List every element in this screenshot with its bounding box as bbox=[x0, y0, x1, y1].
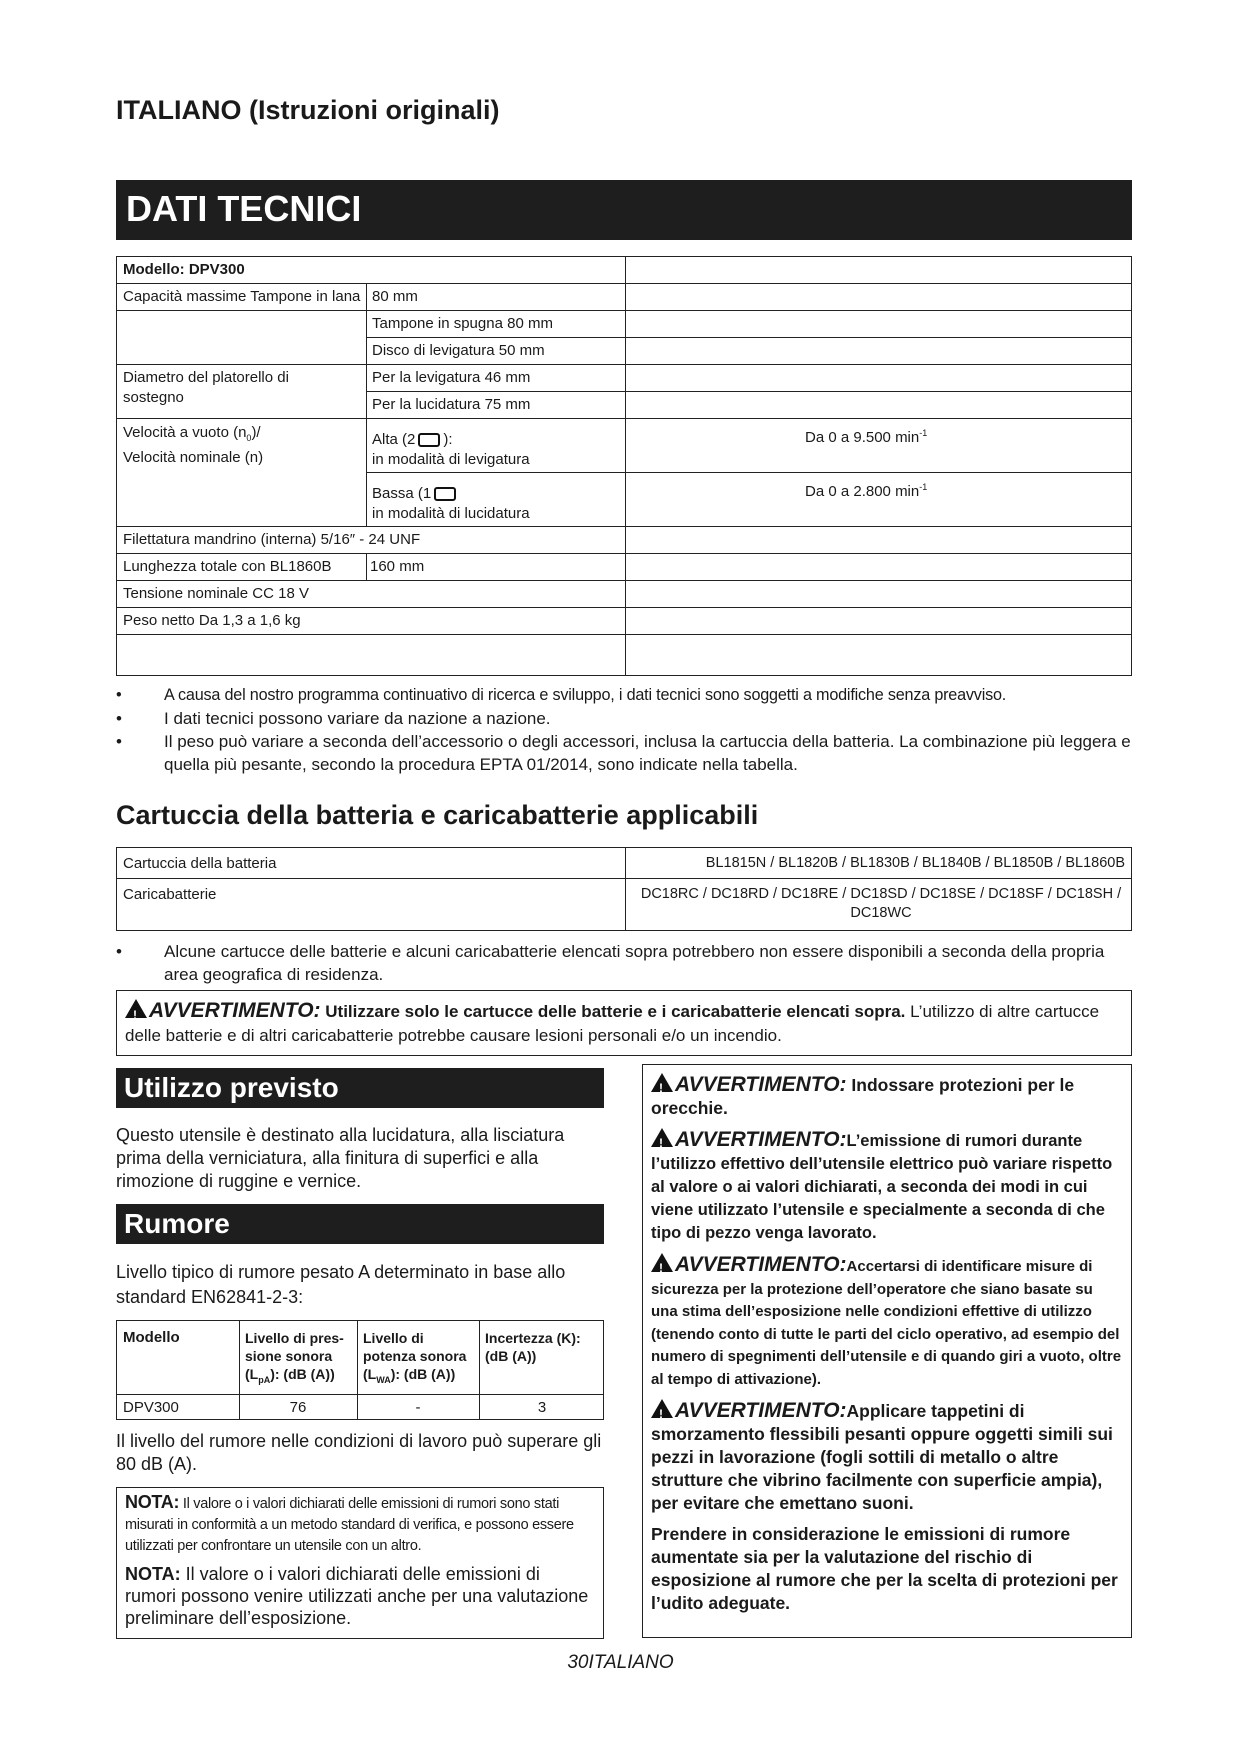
warning-1: !AVVERTIMENTO: Indossare protezioni per le orecchie. bbox=[651, 1073, 1123, 1120]
net-weight: Peso netto Da 1,3 a 1,6 kg bbox=[123, 612, 301, 629]
intended-use-text: Questo utensile è destinato alla lucidatura, alla lisciatura prima della verniciatura, alla finitura di superfici e alla rimozione di ruggine e vernice. bbox=[116, 1125, 565, 1191]
capacity-sponge: Tampone in spugna 80 mm bbox=[372, 315, 553, 332]
capacity-wool-value: 80 mm bbox=[372, 288, 418, 305]
speed-low-value: Da 0 a 2.800 $\min^{-1}$ bbox=[805, 482, 928, 500]
spec-row-line bbox=[366, 337, 1131, 338]
warning-icon bbox=[651, 1073, 673, 1092]
overall-length-label: Lunghezza totale con BL1860B bbox=[123, 558, 332, 575]
spec-column-divider bbox=[625, 257, 626, 675]
spec-row-line bbox=[117, 607, 1131, 608]
sanding-mode-icon bbox=[418, 433, 440, 447]
note-1: NOTA: Il valore o i valori dichiarati delle emissioni di rumori sono stati misurati in conformità a un metodo standard di verifica, e possono essere utilizzati per confrontare un utensile con un altro. bbox=[125, 1492, 574, 1554]
capacity-disc: Disco di levigatura 50 mm bbox=[372, 342, 545, 359]
pad-diameter-label: Diametro del platorello di sostegno bbox=[123, 369, 289, 406]
battery-models: BL1815N / BL1820B / BL1830B / BL1840B / BL1850B / BL1860B bbox=[705, 855, 1125, 871]
pad-diameter-sanding: Per la levigatura 46 mm bbox=[372, 369, 531, 386]
polishing-mode-icon bbox=[434, 487, 456, 501]
warning-icon bbox=[651, 1128, 673, 1147]
noise-header-model: Modello bbox=[123, 1329, 180, 1346]
battery-heading: Cartuccia della batteria e caricabatterie applicabili bbox=[116, 800, 759, 830]
noise-after-text: Il livello del rumore nelle condizioni di lavoro può superare gli 80 dB (A). bbox=[116, 1431, 602, 1474]
list-item: • Alcune cartucce delle batterie e alcuni caricabatterie elencati sopra potrebbero non essere disponibili a seconda della propria area geografica di residenza. bbox=[116, 940, 1136, 986]
noise-intro: Livello tipico di rumore pesato A determinato in base allo standard EN62841-2-3: bbox=[116, 1262, 566, 1307]
charger-models: DC18RC / DC18RD / DC18RE / DC18SD / DC18SE / DC18SF / DC18SH / DC18WC bbox=[640, 886, 1122, 921]
speed-low-label: Bassa (1 in modalità di lucidatura bbox=[372, 485, 530, 522]
warning-icon bbox=[651, 1253, 673, 1272]
spec-notes bbox=[116, 684, 1136, 776]
noise-header-lpa: Livello di pres- sione sonora $(L_{pA})$: (dB (A)) bbox=[245, 1330, 344, 1385]
pad-diameter-polishing: Per la lucidatura 75 mm bbox=[372, 396, 531, 413]
spec-table bbox=[116, 256, 1132, 676]
battery-row-line bbox=[117, 878, 1131, 879]
spec-row-line bbox=[117, 580, 1131, 581]
model-label: Modello: DPV300 bbox=[123, 261, 245, 278]
warning-3: !AVVERTIMENTO:Accertarsi di identificare misure di sicurezza per la protezione dell’operatore che siano basate su una stima dell’esposizione nelle condizioni effettive di utilizzo (tenendo conto di tutte le parti del ciclo operativo, ad esempio del numero di spegnimenti dell’utensile e di quando giri a vuoto, oltre al tempo di attivazione). bbox=[651, 1253, 1123, 1391]
battery-table bbox=[116, 847, 1132, 931]
noise-header-k: Incertezza (K): (dB (A)) bbox=[485, 1330, 581, 1364]
language-title: ITALIANO (Istruzioni originali) bbox=[116, 95, 500, 125]
list-item: • I dati tecnici possono variare da nazione a nazione. bbox=[116, 707, 1136, 730]
spec-row-line bbox=[117, 310, 1131, 311]
spec-row-line bbox=[117, 283, 1131, 284]
speed-high-label: Alta (2 ): in modalità di levigatura bbox=[372, 431, 530, 468]
speed-high-value: Da 0 a 9.500 $\min^{-1}$ bbox=[805, 428, 928, 446]
battery-warning: !AVVERTIMENTO: Utilizzare solo le cartucce delle batterie e i caricabatterie elencati sopra. L’utilizzo di altre cartucce delle batterie e di altri caricabatterie potrebbe causare lesioni personali e/o un incendio. bbox=[116, 990, 1132, 1056]
noise-final-note: Prendere in considerazione le emissioni di rumore aumentate sia per la valutazione del rischio di esposizione al rumore che per la scelta di protezioni per l’udito adeguate. bbox=[651, 1524, 1118, 1613]
spec-row-line bbox=[117, 364, 1131, 365]
battery-notes bbox=[116, 940, 1136, 986]
warning-icon bbox=[651, 1399, 673, 1418]
spindle-thread: Filettatura mandrino (interna) 5/16″ - 24 UNF bbox=[123, 531, 421, 548]
section-title-rumore: Rumore bbox=[116, 1204, 604, 1244]
spec-sub-divider bbox=[366, 283, 367, 526]
overall-length-value: 160 mm bbox=[370, 558, 425, 575]
spec-row-line bbox=[117, 526, 1131, 527]
note-2: NOTA: Il valore o i valori dichiarati delle emissioni di rumori possono venire utilizzati anche per una valutazione preliminare dell’esposizione. bbox=[125, 1564, 589, 1628]
capacity-label: Capacità massime Tampone in lana bbox=[123, 288, 361, 305]
spec-row-line bbox=[117, 553, 1131, 554]
list-item: • A causa del nostro programma continuativo di ricerca e sviluppo, i dati tecnici sono soggetti a modifiche senza preavviso. bbox=[116, 684, 1136, 707]
noise-row-lwa: - bbox=[415, 1399, 421, 1416]
spec-row-line bbox=[117, 418, 1131, 419]
spec-sub-divider bbox=[366, 553, 367, 580]
warning-4: !AVVERTIMENTO:Applicare tappetini di smorzamento flessibili pesanti oppure oggetti simili sui pezzi in lavorazione (fogli sottili di metallo o altre strutture che vibrino facilmente con superficie ampia), per evitare che emettano suoni. bbox=[651, 1399, 1123, 1515]
noise-row-line bbox=[117, 1394, 603, 1395]
section-banner-dati-tecnici: DATI TECNICI bbox=[116, 180, 1132, 240]
noise-table bbox=[116, 1320, 604, 1420]
page-footer: 30ITALIANO bbox=[567, 1652, 674, 1673]
spec-row-line bbox=[366, 391, 1131, 392]
spec-row-line bbox=[117, 634, 1131, 635]
noise-warnings bbox=[642, 1064, 1132, 1638]
warning-2: !AVVERTIMENTO:L’emissione di rumori durante l’utilizzo effettivo dell’utensile elettrico può variare rispetto al valore o ai valori dichiarati, a seconda dei modi in cui viene utilizzato l’utensile e specialmente a seconda di che tipo di pezzo venga lavorato. bbox=[651, 1128, 1123, 1245]
noise-row-model: DPV300 bbox=[123, 1399, 179, 1416]
charger-label: Caricabatterie bbox=[123, 886, 217, 903]
rated-voltage: Tensione nominale CC 18 V bbox=[123, 585, 309, 602]
list-item: • Il peso può variare a seconda dell’accessorio o degli accessori, inclusa la cartuccia della batteria. La combinazione più leggera e quella più pesante, secondo la procedura EPTA 01/2014, sono indicate nella tabella. bbox=[116, 730, 1136, 776]
noise-header-lwa: Livello di potenza sonora $(L_{WA})$: (dB (A)) bbox=[363, 1330, 467, 1385]
noise-notes bbox=[116, 1487, 604, 1639]
noise-row-lpa: 76 bbox=[289, 1399, 307, 1416]
speed-label: Velocità a vuoto $(n_0)/$ Velocità nominale (n) bbox=[123, 424, 264, 466]
battery-column-divider bbox=[625, 848, 626, 930]
noise-row-k: 3 bbox=[537, 1399, 547, 1416]
section-title-utilizzo-previsto: Utilizzo previsto bbox=[116, 1068, 604, 1108]
spec-row-line bbox=[366, 472, 1131, 473]
warning-icon bbox=[125, 999, 147, 1018]
battery-label: Cartuccia della batteria bbox=[123, 855, 277, 872]
